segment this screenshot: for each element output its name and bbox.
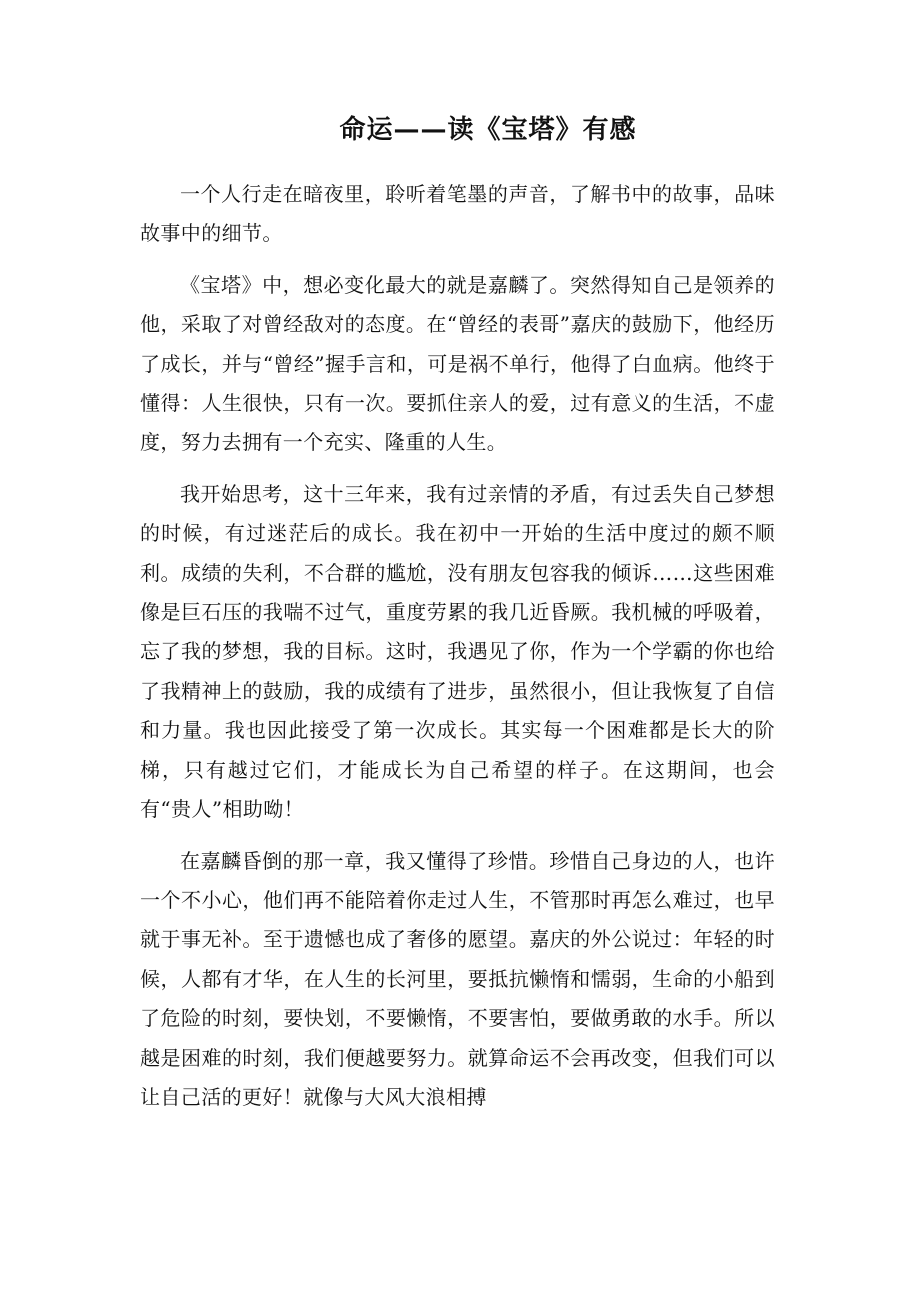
paragraph-2: 《宝塔》中，想必变化最大的就是嘉麟了。突然得知自己是领养的他，采取了对曾经敌对的态度。在“曾经的表哥”嘉庆的鼓励下，他经历了成长，并与“曾经”握手言和，可是祸不单行，他得了白血病。他终于懂得：人生很快，只有一次。要抓住亲人的爱，过有意义的生活，不虚度，努力去拥有一个充实、隆重的人生。	[140, 272, 775, 455]
document-body	[140, 175, 775, 1129]
paragraph-1: 一个人行走在暗夜里，聆听着笔墨的声音，了解书中的故事，品味故事中的细节。	[140, 182, 775, 246]
paragraph-4: 在嘉麟昏倒的那一章，我又懂得了珍惜。珍惜自己身边的人，也许一个不小心，他们再不能陪着你走过人生，不管那时再怎么难过，也早就于事无补。至于遗憾也成了奢侈的愿望。嘉庆的外公说过：年轻的时候，人都有才华，在人生的长河里，要抵抗懒惰和懦弱，生命的小船到了危险的时刻，要快划，不要懒惰，不要害怕，要做勇敢的水手。所以越是困难的时刻，我们便越要努力。就算命运不会再改变，但我们可以让自己活的更好！就像与大风大浪相搏	[140, 848, 775, 1109]
document-title: 命运——读《宝塔》有感	[339, 115, 637, 145]
paragraph-3: 我开始思考，这十三年来，我有过亲情的矛盾，有过丢失自己梦想的时候，有过迷茫后的成长。我在初中一开始的生活中度过的颇不顺利。成绩的失利，不合群的尴尬，没有朋友包容我的倾诉……这些困难像是巨石压的我喘不过气，重度劳累的我几近昏厥。我机械的呼吸着，忘了我的梦想，我的目标。这时，我遇见了你，作为一个学霸的你也给了我精神上的鼓励，我的成绩有了进步，虽然很小，但让我恢复了自信和力量。我也因此接受了第一次成长。其实每一个困难都是长大的阶梯，只有越过它们，才能成长为自己希望的样子。在这期间，也会有“贵人”相助呦！	[140, 481, 775, 822]
